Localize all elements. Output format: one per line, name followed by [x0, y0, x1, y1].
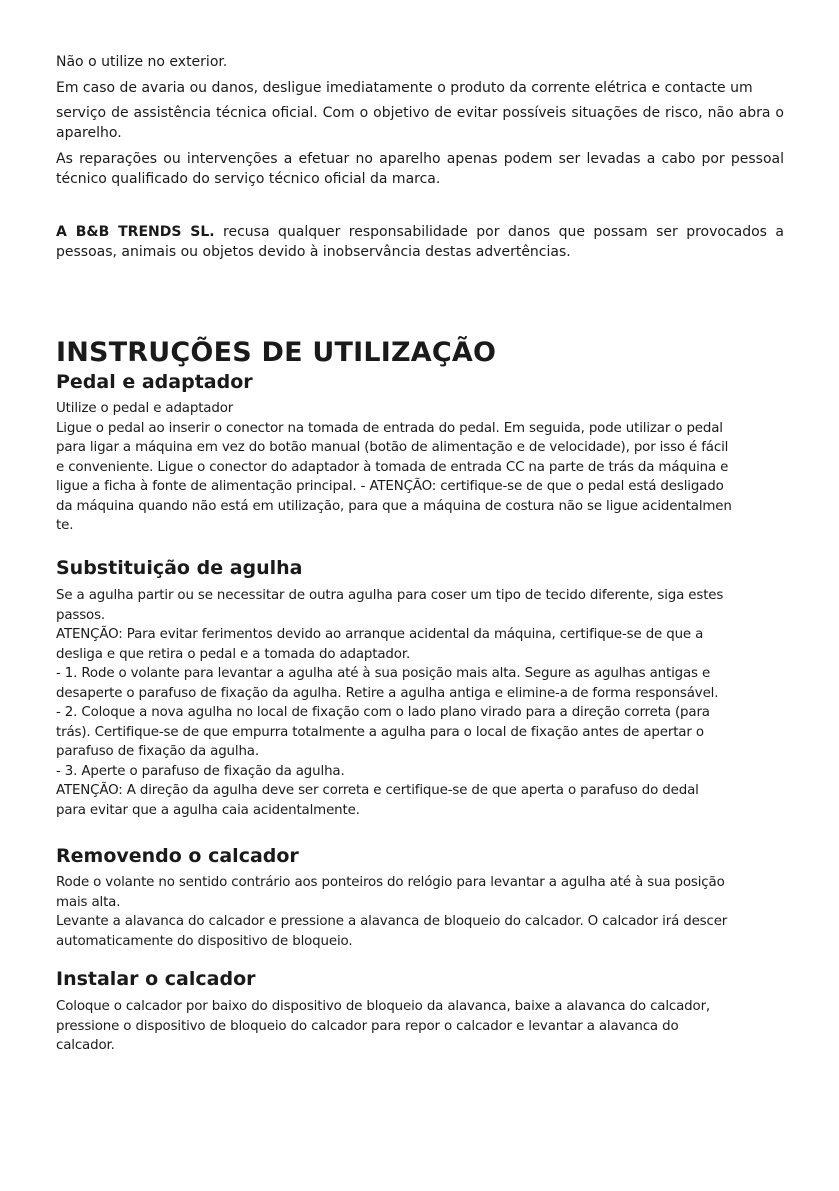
install-line: pressione o dispositivo de bloqueio do calcador para repor o calcador e levantar a alavanca do [56, 1018, 679, 1034]
section-heading-pedal: Pedal e adaptador [56, 371, 253, 393]
pedal-line: da máquina quando não está em utilização, para que a máquina de costura não se ligue acidentalmen [56, 498, 732, 514]
needle-line: passos. [56, 607, 106, 623]
section-heading-remove: Removendo o calcador [56, 845, 299, 867]
remove-line: mais alta. [56, 894, 121, 910]
install-line: Coloque o calcador por baixo do dispositivo de bloqueio da alavanca, baixe a alavanca do calcador, [56, 999, 711, 1014]
needle-line: trás). Certifique-se de que empurra totalmente a agulha para o local de fixação antes de apertar o [56, 724, 704, 740]
warning-outdoor: Não o utilize no exterior. [56, 54, 228, 70]
needle-line: desliga e que retira o pedal e a tomada do adaptador. [56, 646, 411, 662]
company-name: A B&B TRENDS SL. [56, 224, 215, 240]
section-pedal [56, 370, 784, 536]
pedal-line: ligue a ficha à fonte de alimentação principal. - ATENÇÃO: certifique-se de que o pedal está desligado [56, 479, 724, 494]
page-title: INSTRUÇÕES DE UTILIZAÇÃO [56, 337, 497, 368]
pedal-line: te. [56, 518, 74, 533]
disclaimer-paragraph [56, 222, 784, 262]
needle-line: desaperte o parafuso de fixação da agulha. Retire a agulha antiga e elimine-a de forma responsável. [56, 685, 719, 701]
needle-line: - 2. Coloque a nova agulha no local de fixação com o lado plano virado para a direção correta (para [56, 705, 710, 720]
remove-line: automaticamente do dispositivo de bloqueio. [56, 933, 353, 949]
pedal-line: Utilize o pedal e adaptador [56, 401, 234, 416]
main-title-block [56, 337, 784, 369]
pedal-line: Ligue o pedal ao inserir o conector na tomada de entrada do pedal. Em seguida, pode utilizar o pedal [56, 420, 723, 436]
pedal-line: e conveniente. Ligue o conector do adaptador à tomada de entrada CC na parte de trás da máquina e [56, 459, 729, 475]
section-heading-install: Instalar o calcador [56, 968, 256, 990]
needle-line: ATENÇÃO: Para evitar ferimentos devido ao arranque acidental da máquina, certifique-se de que a [56, 627, 704, 642]
section-install-presser-foot [56, 967, 784, 1056]
needle-line: ATENÇÃO: A direção da agulha deve ser correta e certifique-se de que aperta o parafuso do dedal [56, 783, 699, 798]
section-remove-presser-foot [56, 844, 784, 951]
section-heading-needle: Substituição de agulha [56, 557, 303, 579]
disclaimer-text: recusa qualquer responsabilidade por danos que possam ser provocados a pessoas, animais ou objetos devido à inobservância destas advertências. [56, 224, 784, 260]
pedal-line: para ligar a máquina em vez do botão manual (botão de alimentação e de velocidade), por isso é fácil [56, 440, 729, 455]
needle-line: Se a agulha partir ou se necessitar de outra agulha para coser um tipo de tecido diferente, siga estes [56, 588, 724, 603]
remove-line: Levante a alavanca do calcador e pressione a alavanca de bloqueio do calcador. O calcador irá descer [56, 914, 728, 929]
needle-line: - 1. Rode o volante para levantar a agulha até à sua posição mais alta. Segure as agulhas antigas e [56, 666, 711, 681]
warning-repairs: As reparações ou intervenções a efetuar no aparelho apenas podem ser levadas a cabo por pessoal técnico qualificado do serviço técnico oficial da marca. [56, 151, 784, 187]
warning-damage-line1: Em caso de avaria ou danos, desligue imediatamente o produto da corrente elétrica e contacte um [56, 80, 753, 96]
needle-line: para evitar que a agulha caia acidentalmente. [56, 802, 360, 818]
remove-line: Rode o volante no sentido contrário aos ponteiros do relógio para levantar a agulha até à sua posição [56, 875, 725, 890]
warning-damage-line2: serviço de assistência técnica oficial. Com o objetivo de evitar possíveis situações de risco, não abra o aparelho. [56, 105, 784, 141]
needle-line: - 3. Aperte o parafuso de fixação da agulha. [56, 763, 345, 779]
warnings-section [56, 52, 784, 189]
section-needle [56, 556, 784, 820]
needle-line: parafuso de fixação da agulha. [56, 744, 259, 759]
install-line: calcador. [56, 1038, 115, 1053]
